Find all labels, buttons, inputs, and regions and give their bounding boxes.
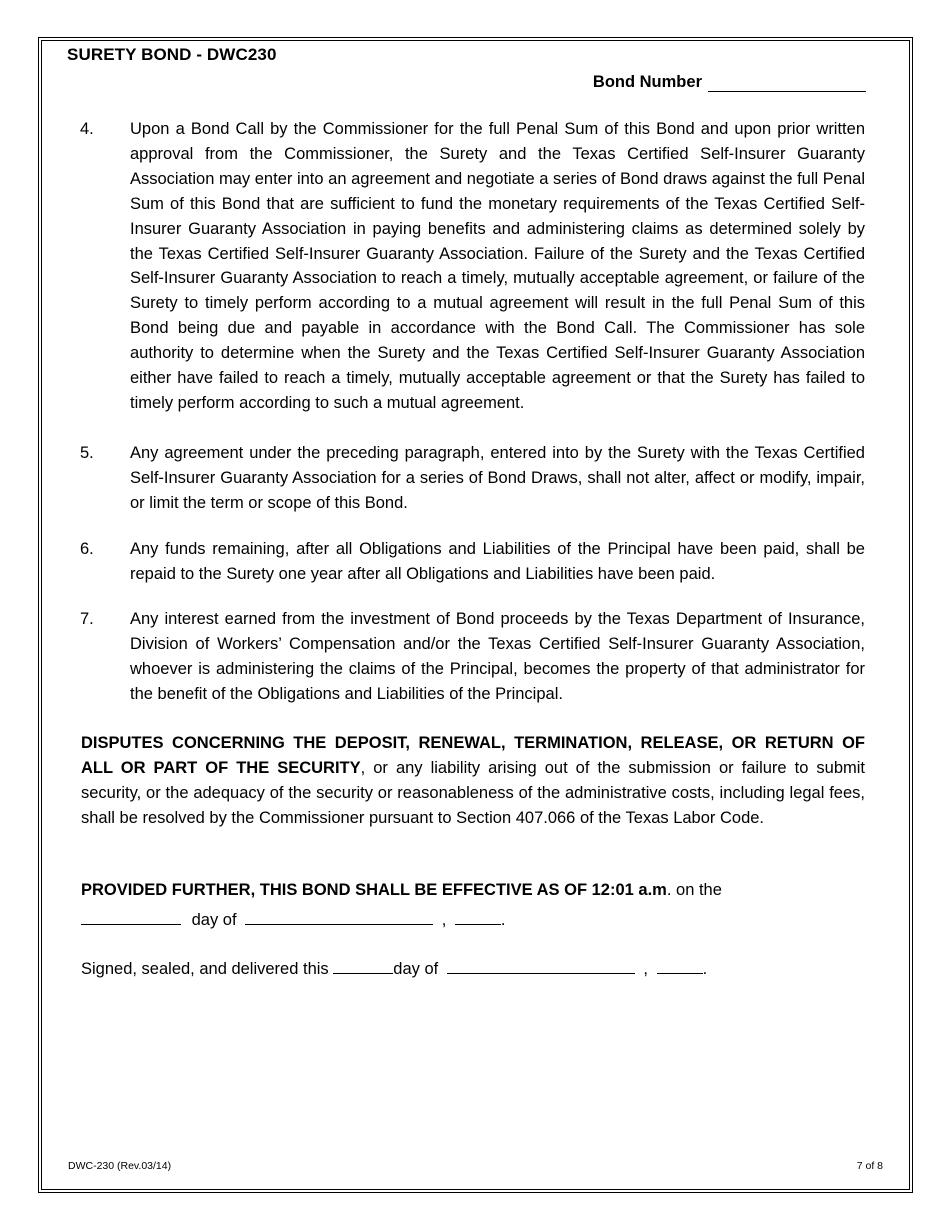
effective-month-field[interactable] (245, 908, 433, 925)
signed-month-field[interactable] (447, 957, 635, 974)
effective-date-row (81, 908, 506, 930)
signed-year-field[interactable] (657, 957, 703, 974)
paragraph-6 (80, 537, 865, 587)
day-of-label: day of (191, 911, 237, 929)
paragraph-number: 6. (80, 540, 94, 558)
period: . (500, 911, 506, 929)
signed-day-field[interactable] (333, 957, 393, 974)
paragraph-number: 5. (80, 444, 94, 462)
bond-number-field[interactable] (708, 73, 866, 92)
bond-number-row (593, 73, 866, 92)
signed-row (81, 957, 707, 979)
effective-year-field[interactable] (455, 908, 501, 925)
bond-number-label: Bond Number (592, 73, 702, 91)
effective-clause (81, 881, 722, 900)
signed-label: Signed, sealed, and delivered this (81, 960, 329, 978)
paragraph-text: Any funds remaining, after all Obligations and Liabilities of the Principal have been paid, shall be repaid to the Surety one year after all Obligations and Liabilities have been paid. (130, 540, 865, 583)
disputes-clause (81, 731, 865, 831)
paragraph-text: Any agreement under the preceding paragraph, entered into by the Surety with the Texas Certified Self-Insurer Guaranty Association for a series of Bond Draws, shall not alter, affect or modify, impair, or limit the term or scope of this Bond. (130, 444, 865, 512)
day-of-label: day of (393, 960, 439, 978)
page-number: 7 of 8 (856, 1160, 883, 1172)
paragraph-number: 7. (80, 610, 94, 628)
disputes-heading: DISPUTES CONCERNING THE DEPOSIT, RENEWAL, TERMINATION, RELEASE, OR RETURN OF ALL OR PART OF THE SECURITY (81, 734, 865, 777)
effective-text: . on the (666, 881, 722, 899)
effective-day-field[interactable] (81, 908, 181, 925)
form-id: DWC-230 (Rev.03/14) (68, 1160, 172, 1172)
paragraph-7 (80, 607, 865, 707)
period: . (702, 960, 708, 978)
paragraph-number: 4. (80, 120, 94, 138)
comma: , (643, 960, 648, 978)
paragraph-5 (80, 441, 865, 516)
comma: , (441, 911, 447, 929)
disputes-text: , or any liability arising out of the submission or failure to submit security, or the adequacy of the security or reasonableness of the administrative costs, including legal fees, shall be resolved by the Commissioner pursuant to Section 407.066 of the Texas Labor Code. (81, 758, 865, 827)
paragraph-text: Upon a Bond Call by the Commissioner for the full Penal Sum of this Bond and upon prior written approval from the Commissioner, the Surety and the Texas Certified Self-Insurer Guaranty Association may enter into an agreement and negotiate a series of Bond draws against the full Penal Sum of this Bond that are sufficient to fund the monetary requirements of the Texas Certified Self-Insurer Guaranty Association in paying benefits and administering claims as determined solely by the Texas Certified Self-Insurer Guaranty Association. Failure of the Surety and the Texas Certified Self-Insurer Guaranty Association to reach a timely, mutually acceptable agreement, or failure of the Surety to timely perform according to a mutual agreement will result in the full Penal Sum of this Bond being due and payable in accordance with the Bond Call. The Commissioner has sole authority to determine when the Surety and the Texas Certified Self-Insurer Guaranty Association either have failed to reach a timely, mutually acceptable agreement or that the Surety has failed to timely perform according to such a mutual agreement. (130, 120, 865, 412)
form-title: SURETY BOND - DWC230 (67, 45, 277, 64)
paragraph-4 (80, 117, 865, 416)
paragraph-text: Any interest earned from the investment of Bond proceeds by the Texas Department of Insurance, Division of Workers’ Compensation and/or the Texas Certified Self-Insurer Guaranty Association, whoever is administering the claims of the Principal, becomes the property of that administrator for the benefit of the Obligations and Liabilities of the Principal. (130, 610, 865, 703)
effective-heading: PROVIDED FURTHER, THIS BOND SHALL BE EFFECTIVE AS OF 12:01 a.m (81, 881, 667, 899)
